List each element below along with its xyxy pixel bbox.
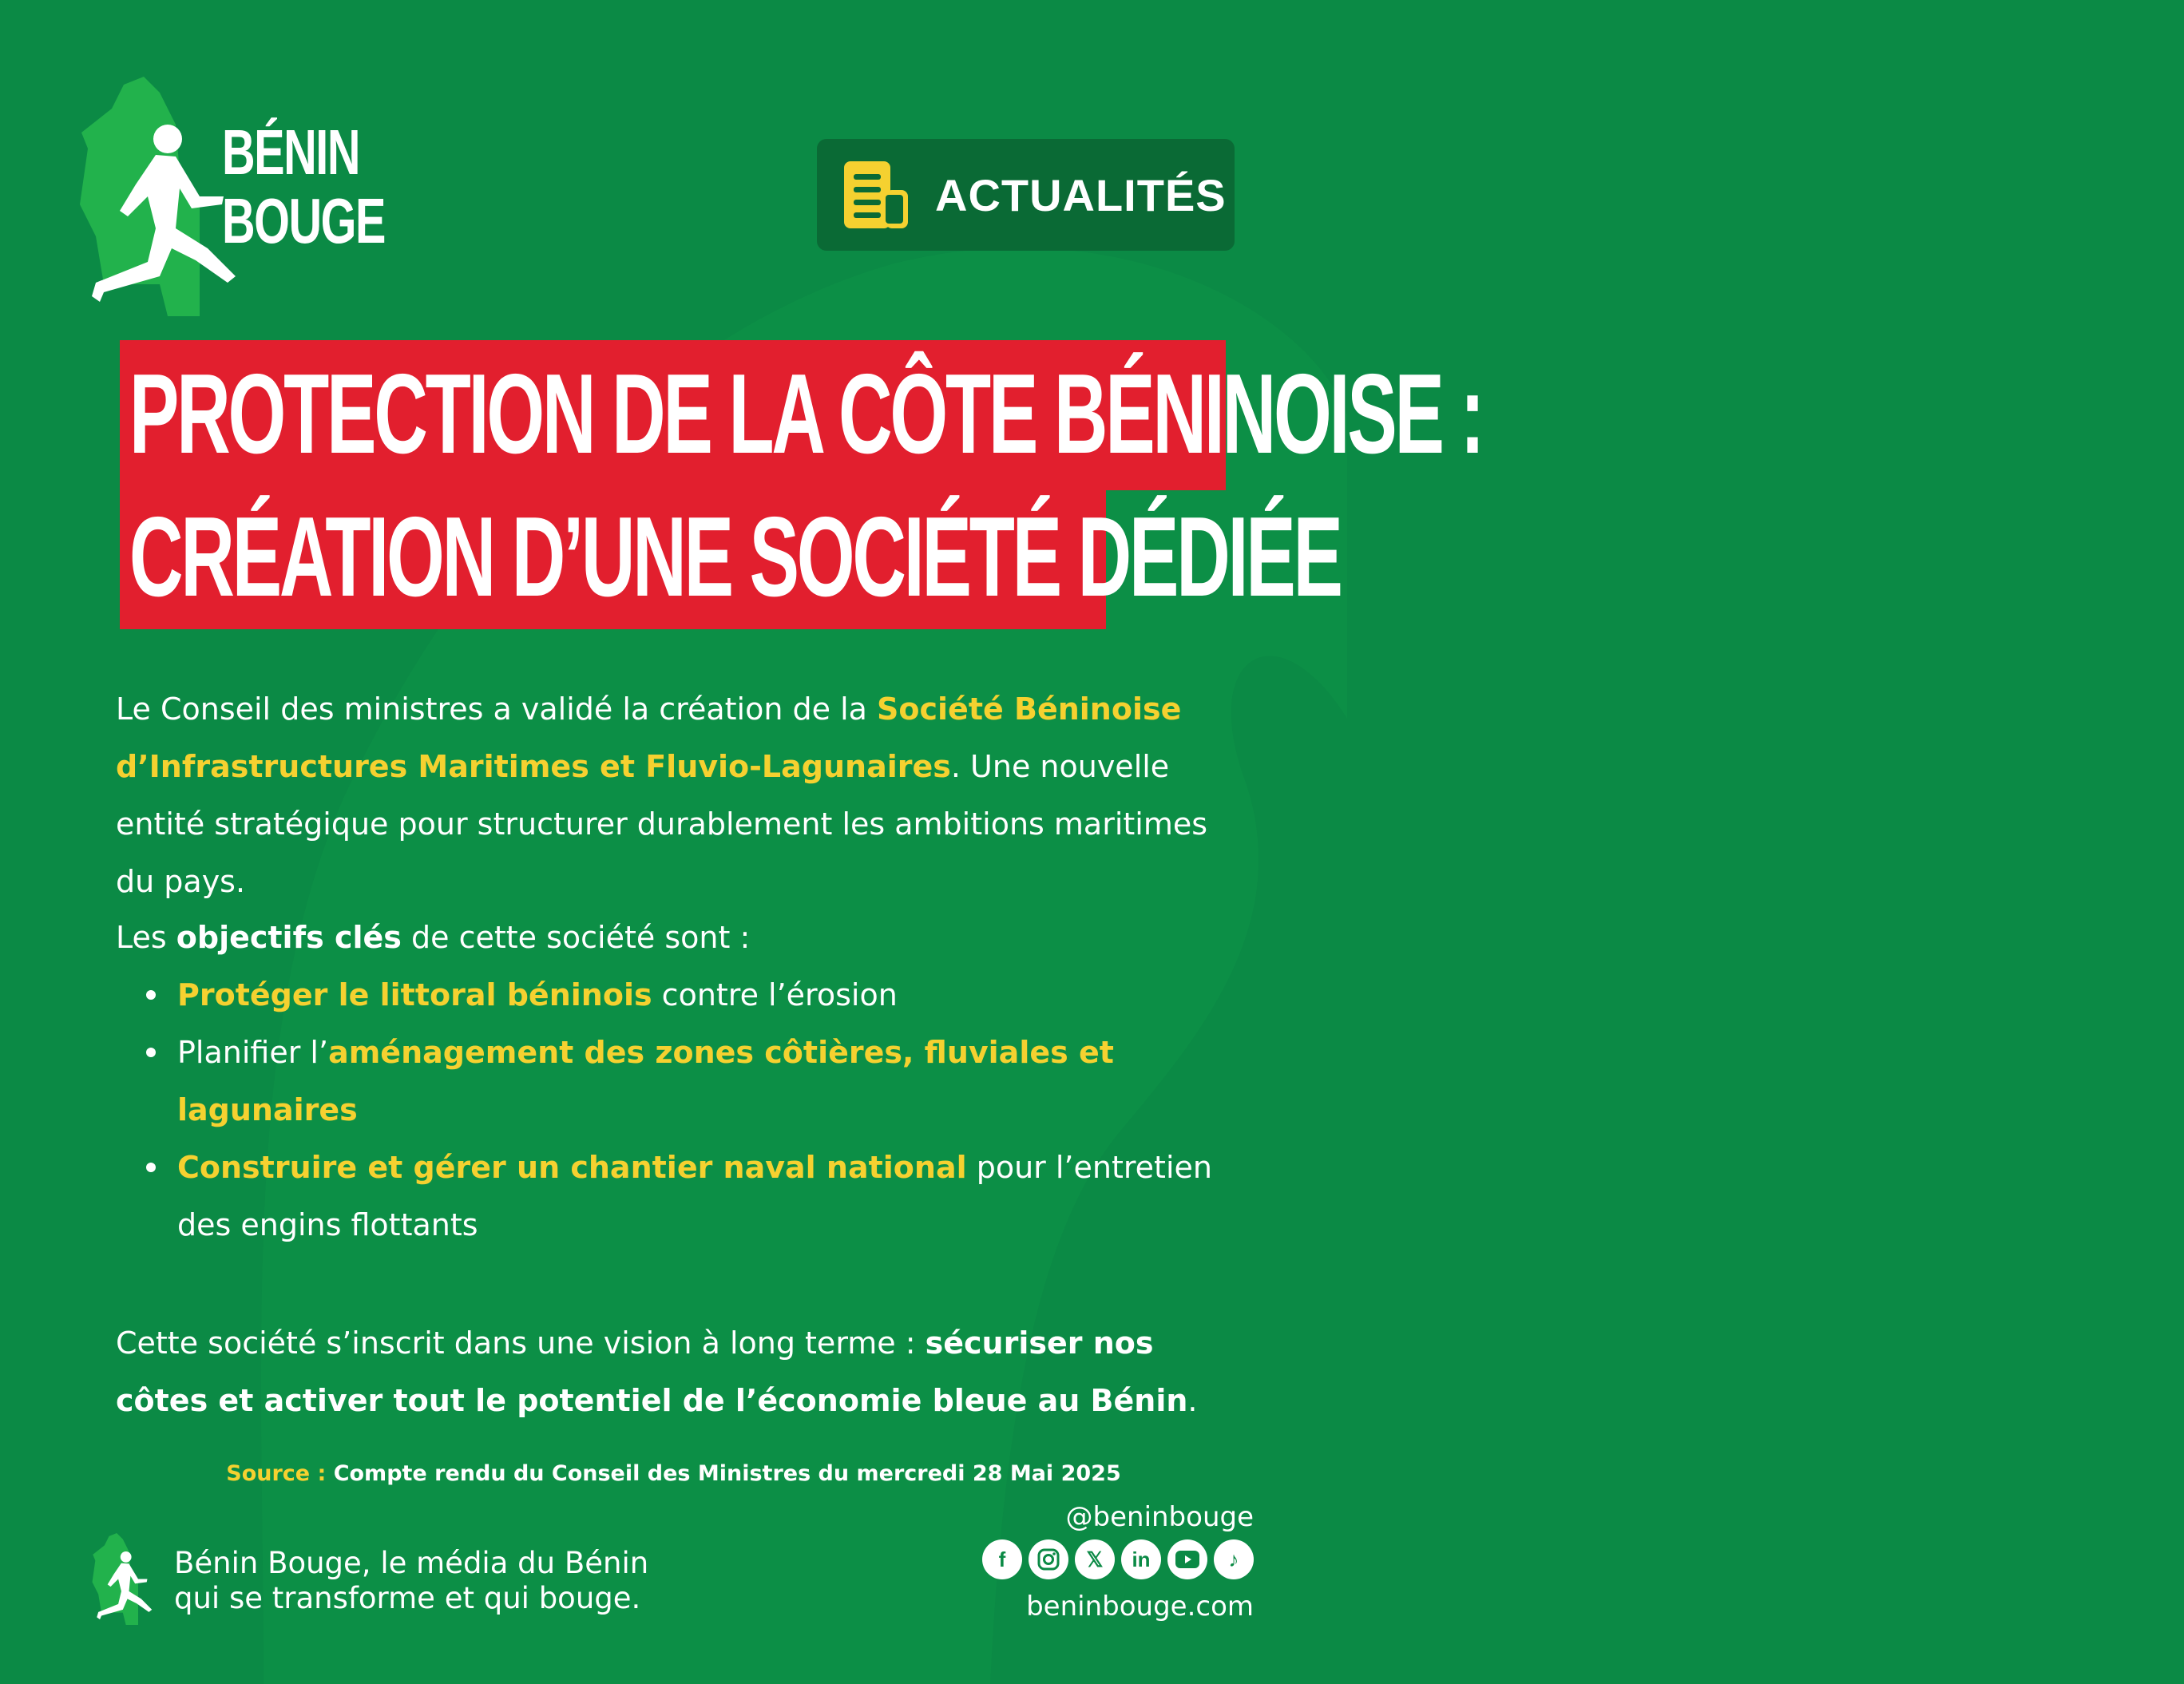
linkedin-icon[interactable]: in <box>1121 1539 1161 1579</box>
conclusion-paragraph: Cette société s’inscrit dans une vision à long terme : sécuriser nos côtes et activer tout le potentiel de l’économie bleue au Bénin. <box>116 1325 1198 1418</box>
objectives-section <box>116 909 1250 1254</box>
headline-line-2: CRÉATION D’UNE SOCIÉTÉ DÉDIÉE <box>120 487 1106 629</box>
source-note <box>0 1461 1347 1486</box>
badge-label: ACTUALITÉS <box>935 169 1227 220</box>
facebook-icon[interactable]: f <box>982 1539 1022 1579</box>
headline <box>120 340 1483 629</box>
footer-logo-icon[interactable] <box>88 1533 152 1625</box>
list-item: Construire et gérer un chantier naval national pour l’entretien des engins flottants <box>116 1139 1250 1254</box>
headline-line-1: PROTECTION DE LA CÔTE BÉNINOISE : <box>120 340 1226 490</box>
social-handle[interactable]: @beninbouge <box>1065 1501 1254 1533</box>
instagram-icon[interactable] <box>1029 1539 1068 1579</box>
logo-line-1: BÉNIN <box>222 117 360 188</box>
objectives-list <box>116 966 1250 1254</box>
x-icon[interactable]: 𝕏 <box>1075 1539 1115 1579</box>
source-label: Source : <box>226 1461 327 1486</box>
footer-tagline: Bénin Bouge, le média du Bénin qui se transforme et qui bouge. <box>174 1546 649 1615</box>
list-item: Protéger le littoral béninois contre l’érosion <box>116 966 1250 1024</box>
tiktok-icon[interactable]: ♪ <box>1214 1539 1254 1579</box>
company-name: Société Béninoise d’Infrastructures Maritimes et Fluvio-Lagunaires <box>116 691 1182 784</box>
brand-logo[interactable] <box>80 77 386 316</box>
newspaper-icon <box>841 160 911 230</box>
objectives-lead: Les objectifs clés de cette société sont : <box>116 920 751 955</box>
category-badge[interactable] <box>817 139 1235 251</box>
list-item: Planifier l’aménagement des zones côtières, fluviales et lagunaires <box>116 1024 1250 1139</box>
logo-line-2: BOUGE <box>222 185 386 256</box>
source-text: Compte rendu du Conseil des Ministres du mercredi 28 Mai 2025 <box>326 1461 1121 1486</box>
social-icons <box>982 1539 1254 1579</box>
benin-runner-logo-icon <box>80 77 224 316</box>
intro-paragraph: Le Conseil des ministres a validé la création de la Société Béninoise d’Infrastructures Maritimes et Fluvio-Lagunaires. Une nouvelle entité stratégique pour structurer durablement les ambitions maritimes du pays. <box>116 691 1208 899</box>
youtube-icon[interactable] <box>1167 1539 1207 1579</box>
logo-wordmark <box>222 118 385 256</box>
website-link[interactable]: beninbouge.com <box>1026 1591 1254 1623</box>
